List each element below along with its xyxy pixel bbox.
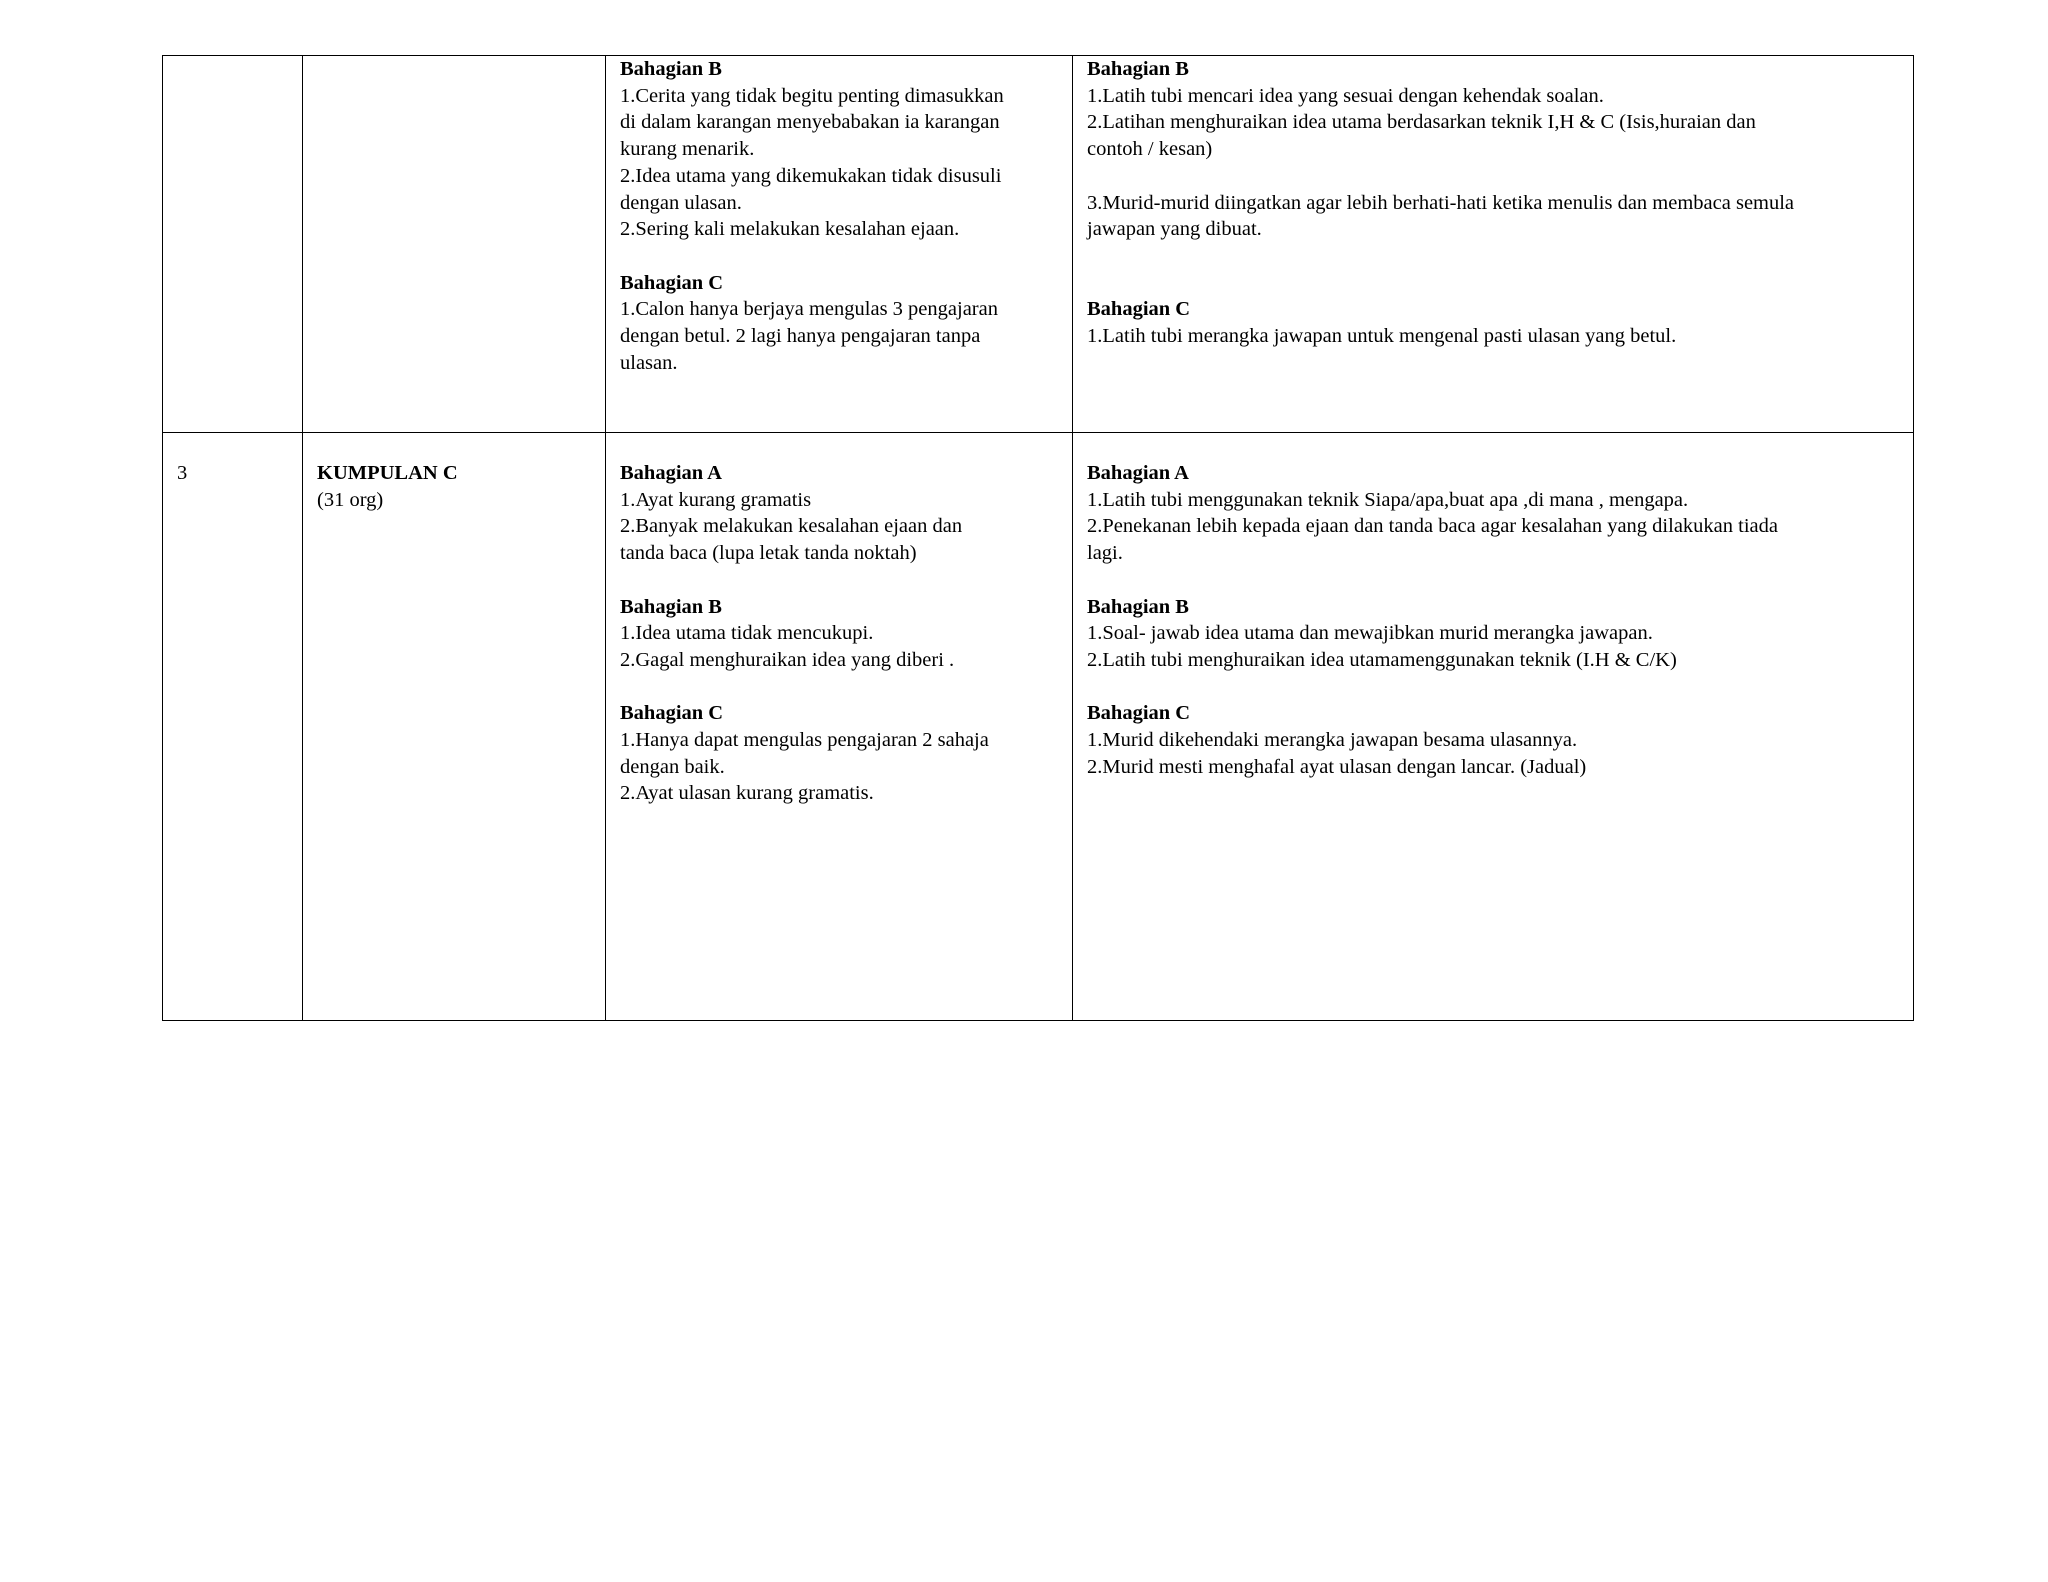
problem-line: 1.Idea utama tidak mencukupi. [620,622,874,645]
group-count: (31 org) [317,488,384,511]
problem-line: 2.Gagal menghuraikan idea yang diberi . [620,648,955,671]
action-line: 3.Murid-murid diingatkan agar lebih berhati-hati ketika menulis dan membaca semula [1087,191,1795,214]
problem-line: ulasan. [620,351,678,374]
section-heading: Bahagian C [620,271,724,294]
problem-line: dengan betul. 2 lagi hanya pengajaran tanpa [620,325,981,348]
actions-cell [1073,56,1914,433]
section-heading: Bahagian B [620,58,722,80]
problem-line: 1.Hanya dapat mengulas pengajaran 2 sahaja [620,729,989,751]
section-heading: Bahagian B [1087,595,1189,618]
action-line: jawapan yang dibuat. [1087,218,1262,241]
spacer [620,243,1058,270]
action-line: 2.Latihan menghuraikan idea utama berdasarkan teknik I,H & C (Isis,huraian dan [1087,111,1756,134]
action-line: 1.Latih tubi menggunakan teknik Siapa/apa,buat apa ,di mana , mengapa. [1087,488,1689,511]
row-number-cell [163,433,303,1021]
problem-line: 2.Banyak melakukan kesalahan ejaan dan [620,515,963,538]
section-heading: Bahagian C [1087,702,1191,725]
section-heading: Bahagian A [1087,462,1189,484]
spacer [317,433,591,460]
section-heading: Bahagian C [1087,298,1191,321]
section-heading: Bahagian B [620,595,722,618]
spacer [1087,243,1899,270]
problems-cell [606,56,1073,433]
spacer [1087,433,1899,460]
section-heading: Bahagian A [620,462,722,484]
problem-line: 2.Idea utama yang dikemukakan tidak disusuli [620,164,1002,187]
action-line: 1.Murid dikehendaki merangka jawapan besama ulasannya. [1087,729,1578,751]
action-line: contoh / kesan) [1087,138,1213,161]
action-line: 2.Murid mesti menghafal ayat ulasan dengan lancar. (Jadual) [1087,755,1587,778]
spacer [620,567,1058,594]
section-heading: Bahagian C [620,702,724,725]
spacer [1087,163,1899,190]
problem-line: 2.Sering kali melakukan kesalahan ejaan. [620,218,960,241]
problem-line: di dalam karangan menyebabakan ia karangan [620,111,1000,134]
group-cell [303,56,606,433]
section-heading: Bahagian B [1087,58,1189,80]
row-number: 3 [177,462,188,484]
problem-line: dengan ulasan. [620,191,742,214]
action-line: 1.Latih tubi merangka jawapan untuk mengenal pasti ulasan yang betul. [1087,324,1677,347]
problem-line: 1.Ayat kurang gramatis [620,488,812,511]
spacer [620,674,1058,701]
table-row [163,433,1914,1021]
spacer [1087,567,1899,594]
problems-cell [606,433,1073,1021]
row-number-cell [163,56,303,433]
table-row [163,56,1914,433]
spacer [1087,674,1899,701]
actions-cell [1073,433,1914,1021]
spacer [1087,270,1899,297]
problem-line: 1.Cerita yang tidak begitu penting dimasukkan [620,84,1004,107]
analysis-table [162,55,1914,1021]
action-line: 1.Latih tubi mencari idea yang sesuai dengan kehendak soalan. [1087,84,1604,107]
problem-line: 1.Calon hanya berjaya mengulas 3 pengajaran [620,298,998,321]
action-line: 1.Soal- jawab idea utama dan mewajibkan murid merangka jawapan. [1087,622,1653,645]
action-line: 2.Latih tubi menghuraikan idea utamamenggunakan teknik (I.H & C/K) [1087,648,1677,671]
spacer [177,433,288,460]
problem-line: dengan baik. [620,755,725,778]
group-name: KUMPULAN C [317,462,458,484]
problem-line: 2.Ayat ulasan kurang gramatis. [620,782,874,805]
problem-line: kurang menarik. [620,138,755,161]
spacer [620,433,1058,460]
action-line: 2.Penekanan lebih kepada ejaan dan tanda baca agar kesalahan yang dilakukan tiada [1087,515,1778,538]
problem-line: tanda baca (lupa letak tanda noktah) [620,542,917,565]
group-cell [303,433,606,1021]
action-line: lagi. [1087,542,1123,565]
